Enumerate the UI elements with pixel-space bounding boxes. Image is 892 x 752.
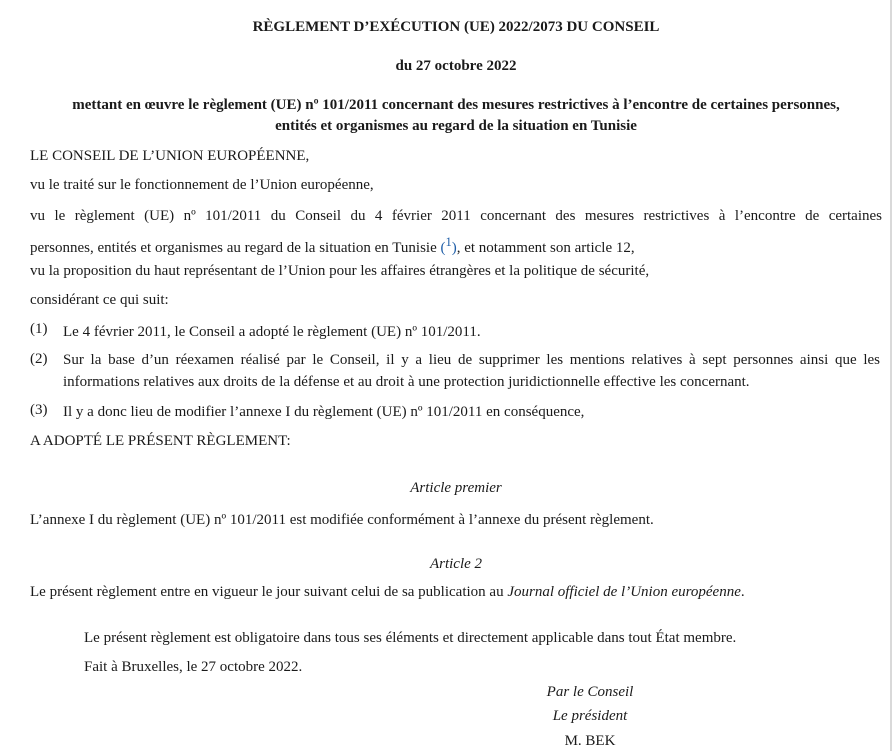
recital-text: Il y a donc lieu de modifier l’annexe I du règlement (UE) nº 101/2011 en conséquence,: [63, 404, 585, 420]
footnote-close: ): [451, 240, 457, 256]
preamble-regulation-line-2: [30, 231, 882, 259]
regulation-text-end: , et notamment son article 12,: [456, 240, 635, 256]
regulation-text: personnes, entités et organismes au regard de la situation en Tunisie: [30, 240, 441, 256]
footnote-open: (: [440, 240, 446, 256]
preamble-regulation-line-1: vu le règlement (UE) nº 101/2011 du Conseil du 4 février 2011 concernant des mesures restrictives à l’encontre de certaines: [30, 208, 882, 224]
footnote-link[interactable]: [440, 235, 457, 256]
preamble-council: LE CONSEIL DE L’UNION EUROPÉENNE,: [30, 148, 310, 164]
preamble-considering: considérant ce qui suit:: [30, 292, 169, 308]
recital-number: (1): [30, 321, 48, 337]
recital-text: Sur la base d’un réexamen réalisé par le Conseil, il y a lieu de supprimer les mentions relatives à sept personnes ainsi que les informations relatives aux droits de la défense et au droit à une protection juridictionnelle effective les concernant.: [63, 352, 880, 390]
article-2-text: [30, 581, 882, 603]
preamble-proposal: vu la proposition du haut représentant de l’Union pour les affaires étrangères et la politique de sécurité,: [30, 263, 650, 279]
footnote-number: 1: [445, 235, 452, 249]
adopted-statement: A ADOPTÉ LE PRÉSENT RÈGLEMENT:: [30, 433, 291, 449]
official-journal-title: Journal officiel de l’Union européenne: [507, 584, 741, 600]
subject-line-2: entités et organismes au regard de la situation en Tunisie: [275, 118, 637, 134]
article-2-heading: Article 2: [429, 556, 483, 572]
recital-number: (3): [30, 402, 48, 418]
place-and-date: Fait à Bruxelles, le 27 octobre 2022.: [84, 659, 303, 675]
recital-number: (2): [30, 351, 48, 367]
document-date: du 27 octobre 2022: [395, 58, 517, 74]
document-title: RÈGLEMENT D’EXÉCUTION (UE) 2022/2073 DU CONSEIL: [252, 19, 660, 35]
signature-by: Par le Conseil: [546, 684, 634, 700]
article-2-text-end: .: [740, 584, 745, 600]
recital-text: Le 4 février 2011, le Conseil a adopté le règlement (UE) nº 101/2011.: [63, 324, 481, 340]
article-2-text-start: Le présent règlement entre en vigueur le jour suivant celui de sa publication au: [30, 584, 508, 600]
subject-line-1: mettant en œuvre le règlement (UE) nº 101/2011 concernant des mesures restrictives à l’encontre de certaines personnes,: [72, 97, 840, 113]
signature-name: M. BEK: [564, 733, 616, 749]
signature-role: Le président: [552, 708, 628, 724]
preamble-treaty: vu le traité sur le fonctionnement de l’Union européenne,: [30, 177, 374, 193]
binding-statement: Le présent règlement est obligatoire dans tous ses éléments et directement applicable dans tout État membre.: [84, 630, 737, 646]
article-1-heading: Article premier: [410, 480, 502, 496]
document-subject: [30, 95, 882, 137]
article-1-text: L’annexe I du règlement (UE) nº 101/2011 est modifiée conformément à l’annexe du présent règlement.: [30, 512, 654, 528]
